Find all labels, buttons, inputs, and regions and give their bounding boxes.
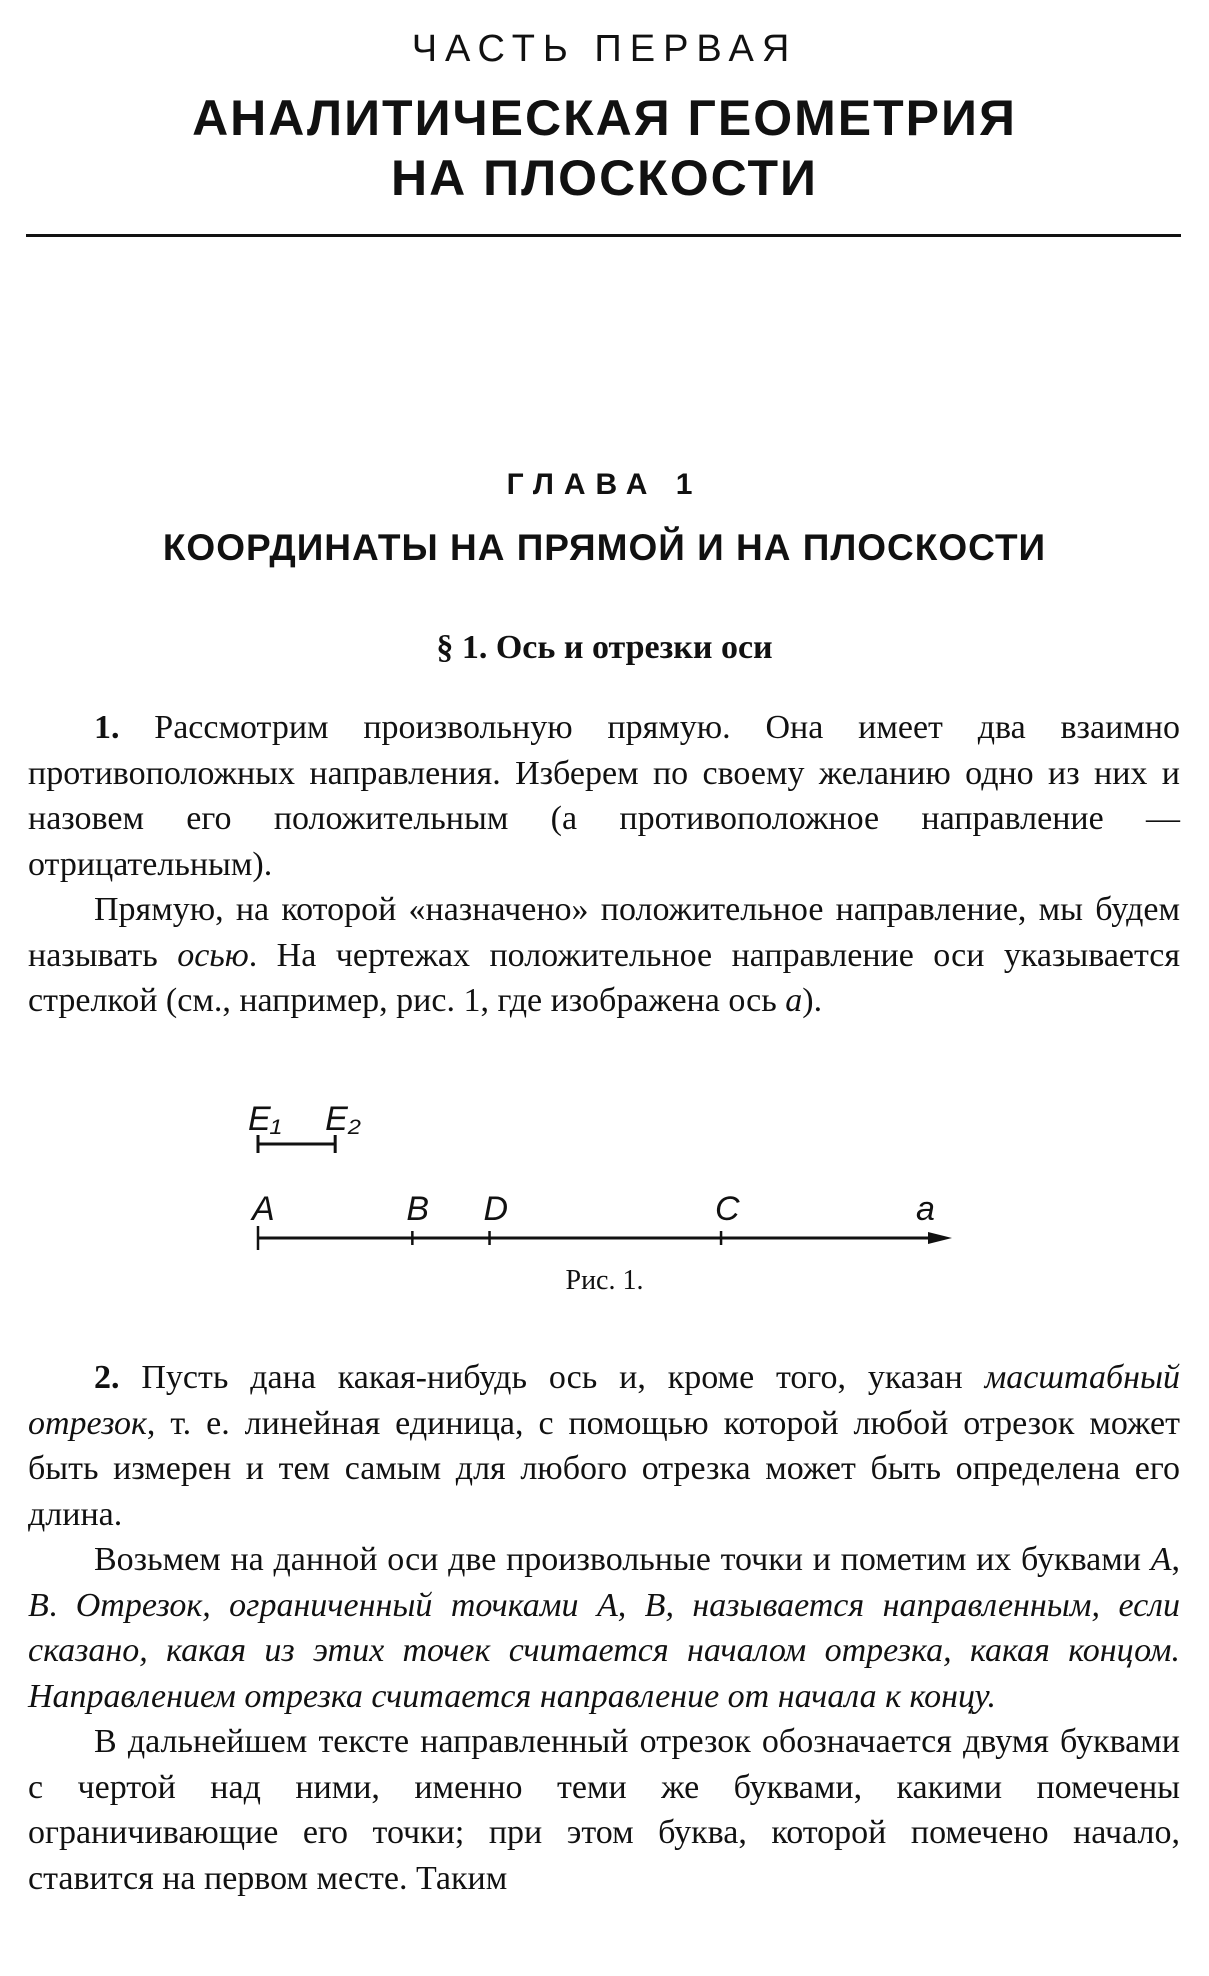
paragraph-text: , xyxy=(1171,1541,1180,1578)
paragraph-text: . xyxy=(48,1586,76,1624)
text-block-lower xyxy=(28,1355,1180,1901)
axis-arrowhead xyxy=(928,1232,952,1244)
definition-italic: Отрезок, ограниченный точками A, B, называется направленным, если сказано, какая из этих точек считается началом отрезка, какая концом. Направлением отрезка считается направление от начала к концу. xyxy=(28,1586,1181,1715)
part-label: ЧАСТЬ ПЕРВАЯ xyxy=(411,28,798,70)
paragraph-text: Рассмотрим произвольную прямую. Она имеет два взаимно противоположных направления. Изберем по своему желанию одно из них и назовем его положительным (а противоположное направление — отрицательным). xyxy=(28,709,1180,883)
paragraph-text: ). xyxy=(802,982,823,1019)
point-letter: B xyxy=(28,1586,49,1624)
point-letter: A xyxy=(1150,1541,1172,1578)
paragraph-3 xyxy=(28,1355,1180,1537)
paragraph-5 xyxy=(28,1719,1180,1901)
section-title: § 1. Ось и отрезки оси xyxy=(436,629,773,666)
paragraph-number: 1. xyxy=(94,709,120,746)
point-label-b: B xyxy=(406,1190,430,1228)
part-title xyxy=(0,88,1209,208)
point-label-a: A xyxy=(252,1190,275,1228)
emphasis-term: осью xyxy=(177,936,249,974)
paragraph-text: В дальнейшем тексте направленный отрезок обозначается двумя буквами с чертой над ними, именно теми же буквами, какими помечены ограничивающие его точки; при этом буква, которой помечено начало, ставится на первом месте. Таким xyxy=(28,1723,1180,1897)
paragraph-text: Возьмем на данной оси две произвольные точки и пометим их буквами xyxy=(94,1541,1151,1578)
paragraph-4 xyxy=(28,1537,1180,1719)
paragraph-1 xyxy=(28,705,1180,887)
paragraph-number: 2. xyxy=(94,1359,120,1396)
emphasis-term: масштабный отрезок xyxy=(28,1359,1180,1442)
header-rule xyxy=(26,234,1181,237)
paragraph-text: Прямую, на которой «назначено» положительное направление, мы будем называть xyxy=(28,891,1180,974)
axis-label: a xyxy=(916,1190,935,1228)
paragraph-text: Пусть дана какая-нибудь ось и, кроме того, указан xyxy=(119,1359,985,1396)
label-e2: E₂ xyxy=(325,1100,361,1138)
paragraph-text: , т. е. линейная единица, с помощью которой любой отрезок может быть измерен и тем самым для любого отрезка может быть определена его длина. xyxy=(28,1404,1180,1533)
figure-caption: Рис. 1. xyxy=(565,1265,644,1296)
axis-name: a xyxy=(785,982,803,1019)
part-title-line1: АНАЛИТИЧЕСКАЯ ГЕОМЕТРИЯ xyxy=(192,90,1017,146)
paragraph-2 xyxy=(28,887,1180,1024)
paragraph-text: . На чертежах положительное направление оси указывается стрелкой (см., например, рис. 1, где изображена ось xyxy=(28,936,1181,1019)
point-label-c: C xyxy=(715,1190,740,1228)
text-block-upper xyxy=(28,705,1180,1024)
label-e1: E₁ xyxy=(248,1100,282,1138)
chapter-label: ГЛАВА 1 xyxy=(506,468,703,501)
part-title-line2: НА ПЛОСКОСТИ xyxy=(391,150,818,206)
chapter-title: КООРДИНАТЫ НА ПРЯМОЙ И НА ПЛОСКОСТИ xyxy=(162,527,1047,568)
point-label-d: D xyxy=(483,1190,509,1228)
